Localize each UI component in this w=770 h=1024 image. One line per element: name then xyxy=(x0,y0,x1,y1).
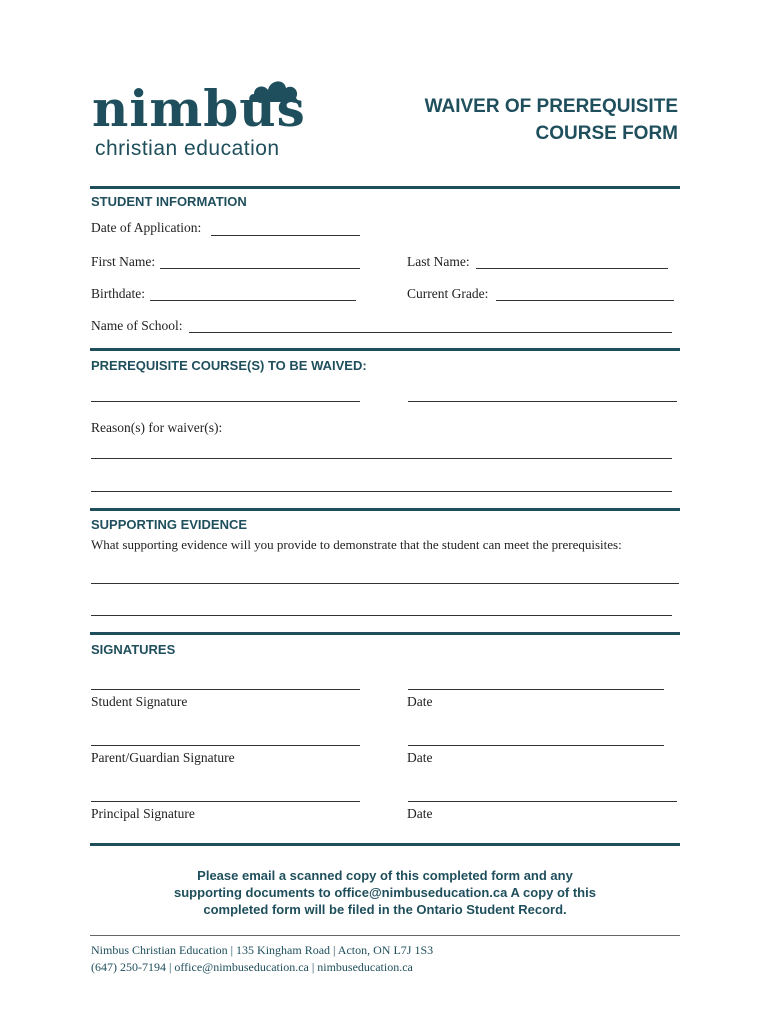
parent-signature-field[interactable] xyxy=(91,745,360,746)
date-of-application-field[interactable] xyxy=(211,235,360,236)
parent-signature-label: Parent/Guardian Signature xyxy=(91,750,235,765)
footer-contact: (647) 250-7194 | office@nimbuseducation.ca | nimbuseducation.ca xyxy=(91,960,413,974)
section-divider xyxy=(90,186,680,189)
student-signature-field[interactable] xyxy=(91,689,360,690)
section-heading-prerequisite: PREREQUISITE COURSE(S) TO BE WAIVED: xyxy=(91,358,367,373)
section-divider xyxy=(90,508,680,511)
student-signature-label: Student Signature xyxy=(91,694,188,709)
prerequisite-course-field-1[interactable] xyxy=(91,401,360,402)
student-date-label: Date xyxy=(407,694,433,709)
principal-date-field[interactable] xyxy=(408,801,677,802)
section-heading-signatures: SIGNATURES xyxy=(91,642,176,657)
principal-signature-field[interactable] xyxy=(91,801,360,802)
name-of-school-field[interactable] xyxy=(189,332,672,333)
principal-signature-label: Principal Signature xyxy=(91,806,195,821)
reasons-label: Reason(s) for waiver(s): xyxy=(91,420,223,435)
name-of-school-label: Name of School: xyxy=(91,318,183,333)
evidence-field-2[interactable] xyxy=(91,615,672,616)
last-name-field[interactable] xyxy=(476,268,668,269)
birthdate-field[interactable] xyxy=(150,300,356,301)
prerequisite-course-field-2[interactable] xyxy=(408,401,677,402)
evidence-field-1[interactable] xyxy=(91,583,679,584)
current-grade-label: Current Grade: xyxy=(407,286,489,301)
footer-divider xyxy=(90,935,680,936)
section-heading-evidence: SUPPORTING EVIDENCE xyxy=(91,517,248,532)
section-divider xyxy=(90,843,680,846)
logo-subtitle: christian education xyxy=(95,137,280,160)
form-title-line1: WAIVER OF PREREQUISITE xyxy=(424,96,678,117)
first-name-label: First Name: xyxy=(91,254,156,269)
reasons-field-2[interactable] xyxy=(91,491,672,492)
submission-note-line1: Please email a scanned copy of this completed form and any xyxy=(197,868,573,883)
last-name-label: Last Name: xyxy=(407,254,470,269)
section-heading-student-info: STUDENT INFORMATION xyxy=(91,194,247,209)
parent-date-field[interactable] xyxy=(408,745,664,746)
student-date-field[interactable] xyxy=(408,689,664,690)
section-divider xyxy=(90,348,680,351)
birthdate-label: Birthdate: xyxy=(91,286,145,301)
evidence-question: What supporting evidence will you provide to demonstrate that the student can meet the prerequisites: xyxy=(91,537,622,552)
submission-note-line2: supporting documents to office@nimbuseducation.ca A copy of this xyxy=(174,885,596,900)
submission-note-line3: completed form will be filed in the Ontario Student Record. xyxy=(203,902,567,917)
submission-note xyxy=(90,867,680,918)
form-title xyxy=(425,93,678,147)
footer-address: Nimbus Christian Education | 135 Kingham Road | Acton, ON L7J 1S3 xyxy=(91,943,434,957)
reasons-field-1[interactable] xyxy=(91,458,672,459)
principal-date-label: Date xyxy=(407,806,433,821)
date-of-application-label: Date of Application: xyxy=(91,220,202,235)
parent-date-label: Date xyxy=(407,750,433,765)
current-grade-field[interactable] xyxy=(496,300,674,301)
form-title-line2: COURSE FORM xyxy=(535,123,678,144)
logo-wordmark: nimbus xyxy=(92,79,306,138)
first-name-field[interactable] xyxy=(160,268,360,269)
section-divider xyxy=(90,632,680,635)
